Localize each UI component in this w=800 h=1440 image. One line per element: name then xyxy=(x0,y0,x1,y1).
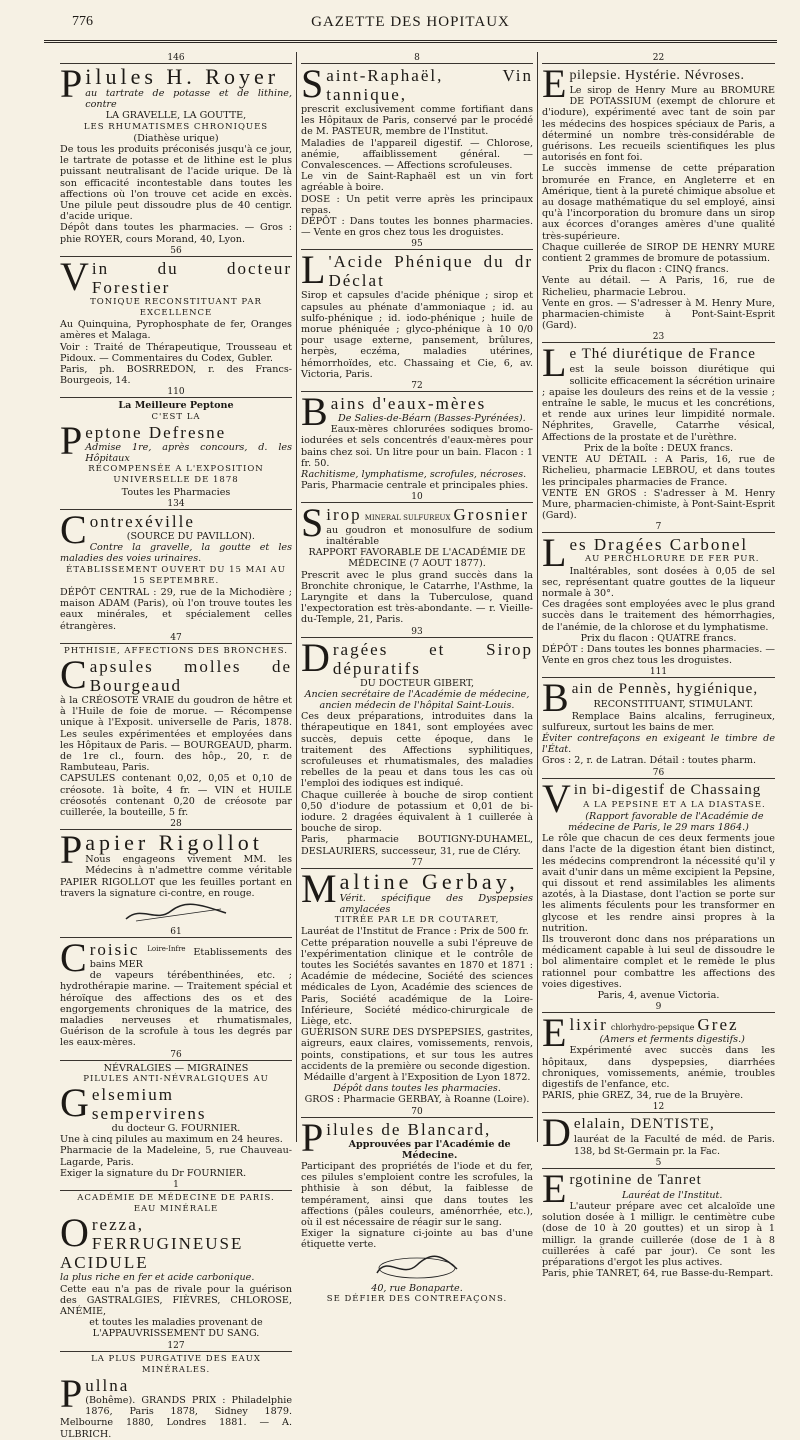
ad-text: GUÉRISON SURE DES DYSPEPSIES, gastrites, aigreurs, eaux claires, vomissements, renvois, points, constipations, et sur tous les autres accidents de la première ou seconde digestion. xyxy=(301,1027,533,1072)
ad-title: ains d'eaux-mères xyxy=(330,394,487,414)
ad-columns xyxy=(56,52,781,1440)
drop-cap: P xyxy=(60,827,83,873)
ad-royer xyxy=(60,53,292,245)
ad-text: Exiger la signature du Dr FOURNIER. xyxy=(60,1167,247,1179)
ad-text: DÉPÔT : Dans toutes les bonnes pharmacies. — Vente en gros chez tous les droguistes. xyxy=(542,643,775,667)
drop-cap: O xyxy=(60,1210,89,1256)
ad-number: 5 xyxy=(542,1158,775,1169)
ad-number: 23 xyxy=(542,332,775,343)
ad-text: Éviter contrefaçons en exigeant le timbre de l'État. xyxy=(542,732,775,756)
ad-text: Lauréat de l'Institut de France : Prix de 500 fr. xyxy=(301,926,529,938)
ad-pennes xyxy=(542,667,775,766)
ad-text: Chaque cuillerée de SIROP DE HENRY MURE contient 2 grammes de bromure de potassium. xyxy=(542,241,775,265)
ad-chassaing xyxy=(542,768,775,1002)
ad-text: Cette eau n'a pas de rivale pour la guérison des GASTRALGIES, FIÈVRES, CHLOROSE, ANÉMIE, xyxy=(60,1283,292,1318)
ad-text: Pharmacie de la Madeleine, 5, rue Chauveau-Lagarde, Paris. xyxy=(60,1145,292,1168)
ad-text: Dépôt dans toutes les pharmacies. xyxy=(333,1083,501,1095)
ad-text: Le rôle que chacun de ces deux ferments joue dans l'acte de la digestion étant bien distinct, les médecins comprendront la nécessité qu'il y avait d'unir dans un même excipient la Pepsine, qui dissout et rend assimilables les aliments azotés, à la Diastase, dont l'action se porte sur les aliments féculents pour les transformer en glycose et les rendre ainsi propres à la nutrition. xyxy=(542,833,775,934)
ad-text: Ils trouveront donc dans nos préparations un médicament capable à lui seul de dissoudre le bol alimentaire complet et le remède le plus rationnel pour combattre les affections des voies digestives. xyxy=(542,934,775,990)
drop-cap: E xyxy=(542,61,567,106)
ad-text: AU PERCHLORURE DE FER PUR. xyxy=(584,554,760,565)
ad-title: lixir xyxy=(569,1015,608,1035)
ad-text: (Amers et ferments digestifs.) xyxy=(599,1034,745,1046)
ad-number: 28 xyxy=(60,819,292,830)
ad-text: CAPSULES contenant 0,02, 0,05 et 0,10 de créosote. 1à boîte, 4 fr. — VIN et HUILE créosotés contenant 0,20 de créosote par cuillerée, la bouteille, 5 fr. xyxy=(60,773,292,818)
ad-text: Remplace Bains alcalins, ferrugineux, sulfureux, surtout les bains de mer. xyxy=(542,710,775,733)
ad-text: A LA PEPSINE ET A LA DIASTASE. xyxy=(583,799,766,810)
ad-text: lauréat de la Faculté de méd. de Paris. 138, bd St-Germain pr. la Fac. xyxy=(573,1134,775,1157)
ad-title: rezza, FERRUGINEUSE ACIDULE xyxy=(60,1215,244,1273)
ad-text: Chaque cuillerée à bouche de sirop contient 0,50 d'iodure de potassium et 0,01 de bi-iodure. 2 dragées équivalent à 1 cuillerée à bouche de sirop. xyxy=(301,789,533,835)
ad-text: Paris, 4, avenue Victoria. xyxy=(597,990,720,1002)
drop-cap: P xyxy=(301,1114,324,1160)
ad-maltine xyxy=(301,858,533,1106)
ad-text: L'APPAUVRISSEMENT DU SANG. xyxy=(92,1328,260,1340)
ad-text: MINERAL SULFUREUX xyxy=(364,514,451,523)
ad-number: 1 xyxy=(60,1180,292,1191)
ad-text: Ces dragées sont employées avec le plus grand succès dans le traitement des hémorrhagies, de l'anémie, de la chlorose et du lymphatisme. xyxy=(542,599,775,633)
ad-text: De tous les produits préconisés jusqu'à ce jour, le tartrate de potasse et de lithine est le plus puissant neutralisant de l'acide urique. De là son efficacité incontestable dans toutes les affections où l'on trouve cet acide en excès. Une pilule peut dissoudre plus de 40 centigr. d'acide urique. xyxy=(60,144,292,223)
ad-number: 56 xyxy=(60,246,292,257)
ad-number: 47 xyxy=(60,633,292,644)
ad-text: Nous engageons vivement MM. les Médecins à n'admettre comme véritable PAPIER RIGOLLOT que les feuilles portant en travers la signature ci-contre, en rouge. xyxy=(60,854,292,899)
ad-number: 110 xyxy=(60,387,292,398)
ad-text: De Salies-de-Béarn (Basses-Pyrénées). xyxy=(338,413,526,425)
drop-cap: D xyxy=(301,634,330,680)
ad-title: ain de Pennès, hygiénique, xyxy=(571,681,759,698)
ad-title: elsemium sempervirens xyxy=(91,1085,207,1123)
ad-title: Etablissements des bains MER xyxy=(89,946,292,970)
drop-cap: L xyxy=(301,247,326,293)
column-2 xyxy=(297,52,538,1304)
ad-text: (Rapport favorable de l'Académie de médecine de Paris, le 29 mars 1864.) xyxy=(568,810,764,833)
ad-text: Le vin de Saint-Raphaël est un vin fort agréable à boire. xyxy=(301,171,533,194)
ad-number: 93 xyxy=(301,627,533,638)
ad-text: Au Quinquina, Pyrophosphate de fer, Oranges amères et Malaga. xyxy=(60,319,292,342)
drop-cap: D xyxy=(542,1110,571,1156)
drop-cap: G xyxy=(60,1080,89,1125)
drop-cap: B xyxy=(301,389,328,435)
running-head: GAZETTE DES HOPITAUX xyxy=(311,14,510,30)
ad-title: elalain, DENTISTE, xyxy=(573,1116,715,1133)
ad-text: PARIS, phie GREZ, 34, rue de la Bruyère. xyxy=(542,1090,744,1102)
ad-text: Eaux-mères chlorurées sodiques bromo-iodurées et sels concentrés d'eaux-mères pour bains chez soi. Un litre pour un bain. Flacon : 1 fr. 50. xyxy=(301,424,533,469)
signature-image xyxy=(372,1253,462,1281)
ad-text: Vente en gros. — S'adresser à M. Henry Mure, pharmacien-chimiste à Pont-Saint-Esprit (Gard). xyxy=(542,297,775,332)
ad-text: Ancien secrétaire de l'Académie de médecine, ancien médecin de l'hôpital Saint-Louis. xyxy=(304,688,530,711)
drop-cap: M xyxy=(301,865,337,911)
drop-cap: V xyxy=(60,253,89,299)
ad-gelsemium xyxy=(60,1050,292,1179)
ad-number: 76 xyxy=(60,1050,292,1061)
ad-text: GROS : Pharmacie GERBAY, à Roanne (Loire). xyxy=(304,1094,530,1106)
ad-text: 40, rue Bonaparte. xyxy=(371,1282,463,1294)
ad-number: 127 xyxy=(60,1341,292,1352)
ad-text: Voir : Traité de Thérapeutique, Trousseau et Pidoux. — Commentaires du Codex, Gubler. xyxy=(60,341,292,364)
ad-title: 'Acide Phénique du dr Déclat xyxy=(328,252,533,291)
ad-grez xyxy=(542,1002,775,1101)
ad-grosnier xyxy=(301,492,533,625)
ad-delalain xyxy=(542,1102,775,1156)
ad-text: Expérimenté avec succès dans les hôpitaux, dans dyspepsies, diarrhées chroniques, vomissements, anémie, troubles digestifs de l'enfance, etc. xyxy=(542,1045,775,1091)
ad-text: Paris, phie TANRET, 64, rue Basse-du-Rempart. xyxy=(542,1268,774,1280)
drop-cap: E xyxy=(542,1010,567,1056)
ad-title: ilules H. Royer xyxy=(85,64,280,89)
ad-text: SE DÉFIER DES CONTREFAÇONS. xyxy=(326,1293,508,1304)
drop-cap: S xyxy=(301,61,324,106)
ad-title: es Dragées Carbonel xyxy=(569,535,749,555)
ad-text: VENTE EN GROS : S'adresser à M. Henry Mure, pharmacien-chimiste, à Pont-Saint-Esprit (Gard). xyxy=(542,487,775,522)
ad-pullna xyxy=(60,1341,292,1440)
ad-text: du docteur G. FOURNIER. xyxy=(111,1123,241,1134)
drop-cap: C xyxy=(60,934,87,980)
ad-number: 9 xyxy=(542,1002,775,1013)
ad-blancard xyxy=(301,1107,533,1305)
ad-title: ragées et Sirop dépuratifs xyxy=(332,639,533,678)
ad-peptone xyxy=(60,387,292,497)
ad-title: Grez xyxy=(697,1015,739,1035)
ad-title: ullna xyxy=(85,1376,130,1396)
ad-text: VENTE AU DÉTAIL : A Paris, 16, rue de Richelieu, pharmacie LEBROU, et dans toutes les principales pharmacies de France. xyxy=(542,454,775,488)
ad-contrexeville xyxy=(60,499,292,632)
ad-text: Une à cinq pilules au maximum en 24 heures. xyxy=(60,1134,283,1146)
ad-text: ACADÉMIE DE MÉDECINE DE PARIS. xyxy=(77,1193,275,1204)
ad-the-diuretique xyxy=(542,332,775,521)
ad-number: 95 xyxy=(301,239,533,250)
ad-title: ontrexéville xyxy=(89,511,195,531)
ad-text: Exiger la signature ci-jointe au bas d'une étiquette verte. xyxy=(301,1228,533,1251)
ad-text: Inaltérables, sont dosées à 0,05 de sel sec, représentant quatre gouttes de la liqueur normale à 30°. xyxy=(542,565,775,599)
ad-number: 8 xyxy=(301,53,533,64)
ad-text: au goudron et monosulfure de sodium inaltérable xyxy=(326,524,533,547)
ad-text: Prescrit avec le plus grand succès dans la Bronchite chronique, le Catarrhe, l'Asthme, la Laryngite et dans la Tuberculose, quand l'expectoration est très-abondante. — r. Vieille-du-Temple, 21, Paris. xyxy=(301,569,533,626)
ad-text: LA GRAVELLE, LA GOUTTE, xyxy=(105,110,247,122)
ad-number: 77 xyxy=(301,858,533,869)
ad-text: Contre la gravelle, la goutte et les maladies des voies urinaires. xyxy=(60,542,292,565)
ad-text: et toutes les maladies provenant de xyxy=(89,1317,263,1329)
column-3 xyxy=(538,52,779,1280)
ad-number: 76 xyxy=(542,768,775,779)
ad-orezza xyxy=(60,1180,292,1340)
ad-text: Paris, Pharmacie centrale et principales phies. xyxy=(301,480,529,492)
column-1 xyxy=(56,52,297,1440)
ad-text: Dépôt dans toutes les pharmacies. — Gros : phie ROYER, cours Morand, 40, Lyon. xyxy=(60,222,292,245)
drop-cap: P xyxy=(60,417,83,463)
ad-title: irop xyxy=(326,505,362,525)
ad-text: DÉPÔT CENTRAL : 29, rue de la Michodière ; maison ADAM (Paris), où l'on trouve toutes les eaux minérales, et spécialement celles étrangères. xyxy=(60,586,292,632)
ad-saint-raphael xyxy=(301,53,533,238)
ad-text: Le sirop de Henry Mure au BROMURE DE POTASSIUM (exempt de chlorure et d'iodure), expérimenté avec tant de soin par les médecins des hospices spéciaux de Paris, a déterminé un nombre très-considérable de guérisons. Les recueils scientifiques les plus autorisés en font foi. xyxy=(542,85,775,164)
ad-text: Prix de la boîte : DEUX francs. xyxy=(583,442,734,454)
ad-number: 61 xyxy=(60,927,292,938)
drop-cap: L xyxy=(542,340,567,386)
ad-text: TITRÉE PAR LE DR COUTARET, xyxy=(334,915,500,926)
ad-number: 111 xyxy=(542,667,775,678)
ad-text: Médaille d'argent à l'Exposition de Lyon 1872. xyxy=(303,1072,531,1084)
ad-text: Maladies de l'appareil digestif. — Chlorose, anémie, affaiblissement général. — Convalescences. — Affections scrofuleuses. xyxy=(301,137,533,172)
ad-title: ilules de Blancard, xyxy=(326,1119,492,1139)
ad-text: DU DOCTEUR GIBERT, xyxy=(359,677,475,689)
ad-title: apier Rigollot xyxy=(85,830,263,856)
ad-text: Rachitisme, lymphatisme, scrofules, nécroses. xyxy=(301,469,527,481)
ad-bains-salies xyxy=(301,381,533,491)
ad-text: au tartrate de potasse et de lithine, contre xyxy=(85,88,292,111)
ad-number: 22 xyxy=(542,53,775,64)
drop-cap: C xyxy=(60,506,87,552)
ad-text: TONIQUE RECONSTITUANT PAR EXCELLENCE xyxy=(90,296,262,319)
ad-text: Loire-Infre xyxy=(147,944,186,953)
ad-gibert xyxy=(301,627,533,857)
ad-text: RAPPORT FAVORABLE DE L'ACADÉMIE DE MÉDECINE (7 AOUT 1877). xyxy=(308,547,526,570)
ad-text: est la seule boisson diurétique qui sollicite efficacement la sécrétion urinaire ; apaise les douleurs des reins et de la vessie ; entraîne le sable, le mucus et les concrétions, et rende aux urines leur limpidité normale. Néphrites, Gravelle, Catarrhe vésical, Affections de la prostate et de l'urèthre. xyxy=(542,364,775,443)
ad-title: La Meilleure Peptone xyxy=(118,400,234,412)
ad-text: à la CRÉOSOTE VRAIE du goudron de hêtre et à l'Huile de foie de morue. — Récompense unique à l'Exposit. universelle de Paris, 1878. Les seules expérimentées et employées dans les Hôpitaux de Paris. — BOURGEAUD, pharm. de 1re cl., fourn. des hôp., 20, r. de Rambuteau, Paris. xyxy=(60,694,292,774)
ad-number: 12 xyxy=(542,1102,775,1113)
ad-text: (SOURCE DU PAVILLON). xyxy=(126,530,255,542)
ad-title: roisic xyxy=(89,939,140,959)
drop-cap: V xyxy=(542,775,571,821)
ad-text: Lauréat de l'Institut. xyxy=(621,1189,723,1201)
ad-number: 10 xyxy=(301,492,533,503)
ad-rigollot xyxy=(60,819,292,925)
ad-number: 7 xyxy=(542,522,775,533)
ad-text: Paris, ph. BOSRREDON, r. des Francs-Bourgeois, 14. xyxy=(60,364,292,387)
ad-title: aint-Raphaël, Vin tannique, xyxy=(326,66,533,104)
ad-bourgeaud xyxy=(60,633,292,818)
ad-text: PILULES ANTI-NÉVRALGIQUES AU xyxy=(83,1073,269,1084)
ad-text: LES RHUMATISMES CHRONIQUES xyxy=(83,121,269,132)
ad-text: Le succès immense de cette préparation bromurée en France, en Angleterre et en Amérique, tient à la pureté chimique absolue et au dosage mathématique du sel employé, ainsi qu'à l'incorporation du bromure dans un sirop aux écorces d'oranges amères d'une qualité très-supérieure. xyxy=(542,163,775,242)
drop-cap: P xyxy=(60,1371,83,1417)
ad-text: Ces deux préparations, introduites dans la thérapeutique en 1841, sont employées avec succès, depuis cette époque, dans le traitement des Affections syphilitiques, scrofuleuses et rhumatismales, des maladies rebelles de la peau et dans tous les cas où l'emploi des iodiques est indiqué. xyxy=(301,711,533,790)
signature-image xyxy=(121,901,231,925)
ad-title: NÉVRALGIES — MIGRAINES xyxy=(103,1062,249,1074)
ad-text: LA PLUS PURGATIVE DES EAUX MINÉRALES. xyxy=(91,1353,261,1375)
drop-cap: S xyxy=(301,500,324,546)
ad-text: chlorhydro-pepsique xyxy=(610,1023,695,1033)
ad-text: prescrit exclusivement comme fortifiant dans les Hôpitaux de Paris, conservé par le procédé de M. PASTEUR, membre de l'Institut. xyxy=(301,104,533,138)
ad-mure-bromure xyxy=(542,53,775,331)
ad-number: 72 xyxy=(301,381,533,392)
ad-text: Toutes les Pharmacies xyxy=(121,486,231,498)
ad-text: EAU MINÉRALE xyxy=(133,1204,219,1215)
ad-text: Admise 1re, après concours, d. les Hôpitaux xyxy=(85,441,292,465)
ad-text: la plus riche en fer et acide carbonique. xyxy=(60,1272,255,1284)
drop-cap: C xyxy=(60,651,87,697)
ad-text: (Bohême). GRANDS PRIX : Philadelphie 1876, Paris 1878, Sidney 1879. Melbourne 1880, Londres 1881. — A. ULBRICH. xyxy=(60,1395,292,1440)
ad-text: Paris, pharmacie BOUTIGNY-DUHAMEL, DESLAURIERS, successeur, 31, rue de Cléry. xyxy=(301,834,533,857)
ad-forestier xyxy=(60,246,292,387)
ad-croisic xyxy=(60,927,292,1049)
ad-tanret xyxy=(542,1158,775,1280)
ad-text: Approuvées par l'Académie de Médecine. xyxy=(348,1138,511,1161)
ad-title: eptone Defresne xyxy=(85,422,227,442)
ad-text: L'auteur prépare avec cet alcaloïde une solution dosée à 1 milligr. le centimètre cube (dose de 10 à 20 gouttes) et un sirop à 1 milligr. la grande cuillerée (dose de 1 à 8 cuillerées à café par jour). Ce sont les préparations d'ergot les plus actives. xyxy=(542,1201,775,1269)
ad-text: (Diathèse urique) xyxy=(133,132,219,144)
ad-text: Gros : 2, r. de Latran. Détail : toutes pharm. xyxy=(542,755,757,767)
ad-title: pilepsie. Hystérie. Névroses. xyxy=(569,68,745,83)
ad-title: e Thé diurétique de France xyxy=(569,346,756,363)
drop-cap: E xyxy=(542,1165,567,1211)
ad-declat xyxy=(301,239,533,380)
page-header xyxy=(44,0,777,43)
drop-cap: L xyxy=(542,530,567,576)
ad-number: 134 xyxy=(60,499,292,510)
ad-text: Prix du flacon : QUATRE francs. xyxy=(580,632,737,644)
page-number: 776 xyxy=(72,14,93,29)
ad-title: altine Gerbay, xyxy=(339,868,519,894)
ad-text: Sirop et capsules d'acide phénique ; sirop et capsules au phénate d'ammoniaque ; id. au sulfo-phénique ; id. iodo-phénique ; huile de morue phéniquée ; glyco-phénique à 10 0/0 pour usage externe, pansement, brûlures, herpès, eczéma, maladies utérines, hémorrhoïdes, etc. Chassaing et Cie, 6, av. Victoria, Paris. xyxy=(301,290,533,380)
ad-text: ÉTABLISSEMENT OUVERT DU 15 MAI AU 15 SEPTEMBRE. xyxy=(66,564,286,586)
ad-title: apsules molles de Bourgeaud xyxy=(89,656,292,695)
ad-carbonel xyxy=(542,522,775,666)
ad-title: rgotinine de Tanret xyxy=(569,1171,702,1188)
ad-title: Grosnier xyxy=(453,505,529,525)
ad-text: Vente au détail. — A Paris, 16, rue de Richelieu, pharmacie Lebrou. xyxy=(542,275,775,298)
ad-text: RECONSTITUANT, STIMULANT. xyxy=(593,699,754,711)
ad-title: in du docteur Forestier xyxy=(91,258,292,297)
ad-text: Cette préparation nouvelle a subi l'épreuve de l'expérimentation clinique et le contrôle de toutes les Sociétés savantes en 1870 et 1871 : Académie de médecine, Société des sciences médicales de Lyon, Académie des sciences de Paris, Société académique de la Loire-Inférieure, Société médico-chirurgicale de Liège, etc. xyxy=(301,937,533,1027)
ad-text: RÉCOMPENSÉE A L'EXPOSITION UNIVERSELLE DE 1878 xyxy=(88,464,264,486)
ad-text: PHTHISIE, AFFECTIONS DES BRONCHES. xyxy=(64,645,288,656)
drop-cap: P xyxy=(60,61,83,106)
ad-text: DÉPÔT : Dans toutes les bonnes pharmacies. — Vente en gros chez tous les droguistes. xyxy=(301,216,533,239)
ad-title: in bi-digestif de Chassaing xyxy=(573,781,762,798)
ad-text: Vérit. spécifique des Dyspepsies amylacées xyxy=(339,892,533,915)
drop-cap: B xyxy=(542,675,569,721)
ad-text: de vapeurs térébenthinées, etc. ; hydrothérapie marine. — Traitement spécial et héroïque des affections des os et des engorgements chroniques de la matrice, des maladies nerveuses et rhumatismales, Guérison de la scrofule à tous les degrés par les eaux-mères. xyxy=(60,970,292,1049)
ad-text: C'EST LA xyxy=(151,411,201,422)
ad-text: Prix du flacon : CINQ francs. xyxy=(588,264,729,276)
ad-number: 70 xyxy=(301,1107,533,1118)
ad-text: Participant des propriétés de l'iode et du fer, ces pilules s'emploient contre les scrofules, la phthisie à son début, la faiblesse de tempérament, ainsi que dans toutes les affections (pâles couleurs, aménorrhée, etc.), où il est nécessaire de réagir sur le sang. xyxy=(301,1161,533,1229)
ad-text: DOSE : Un petit verre après les principaux repas. xyxy=(301,193,533,216)
ad-number: 146 xyxy=(60,53,292,64)
